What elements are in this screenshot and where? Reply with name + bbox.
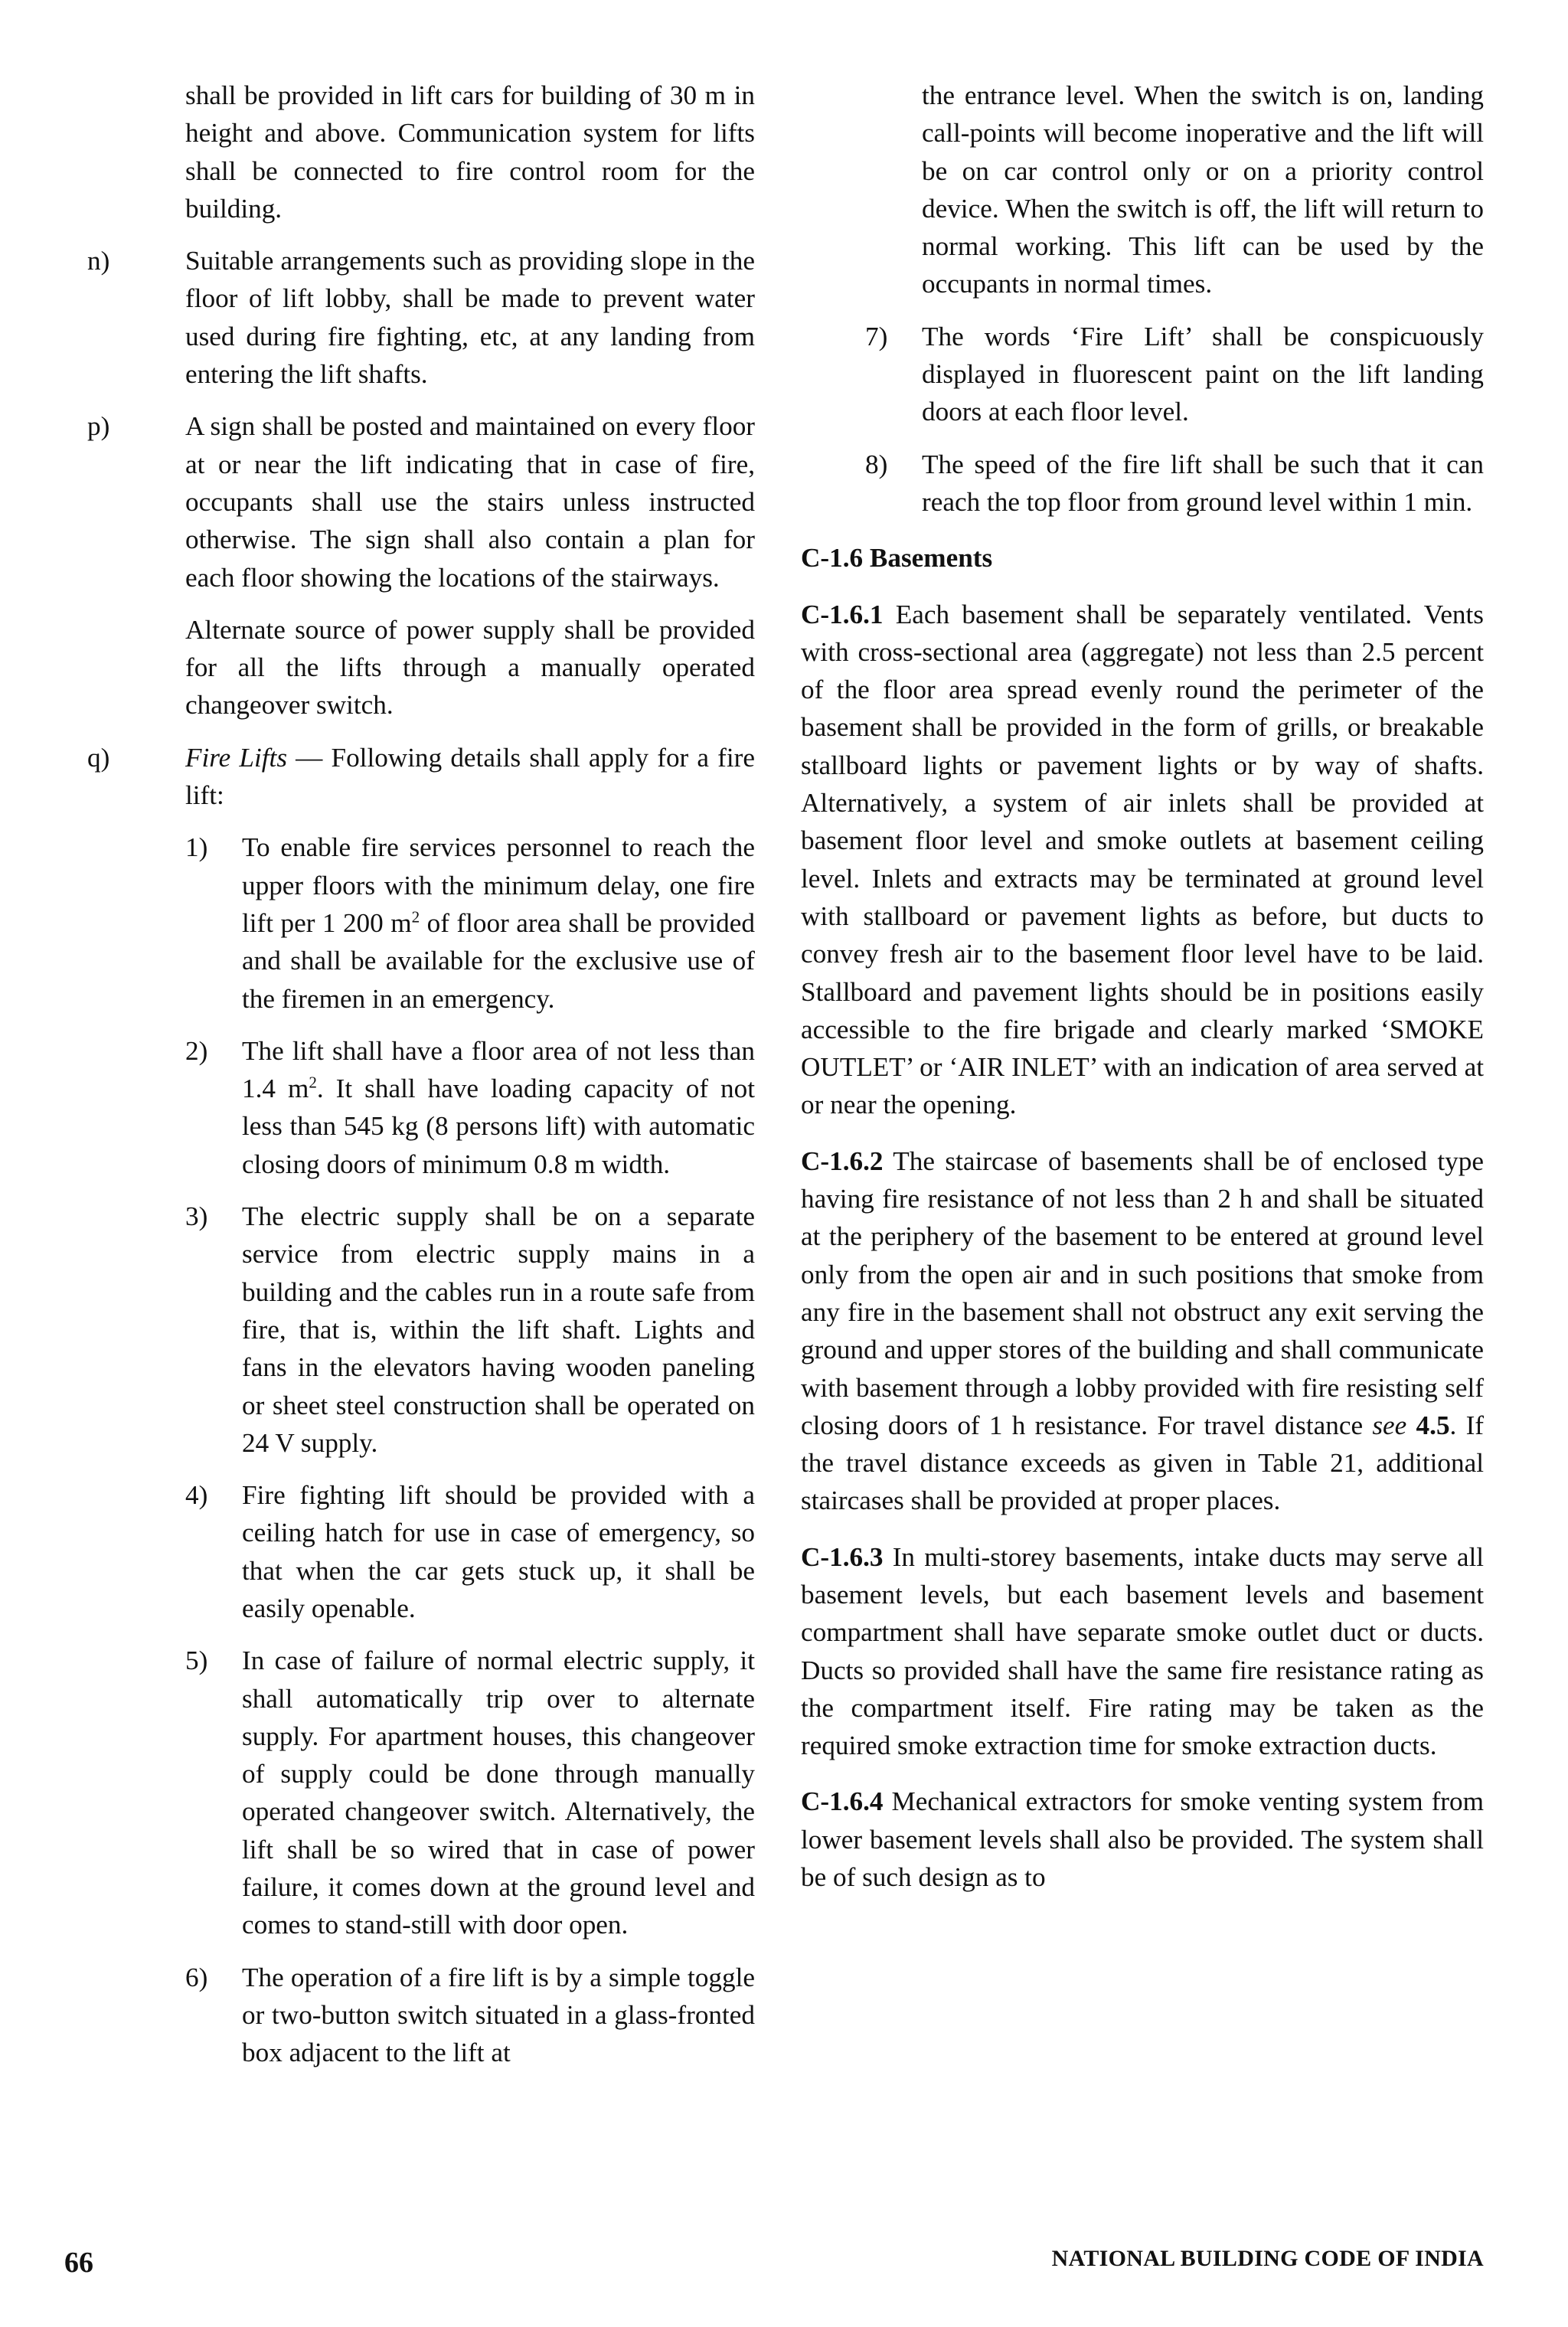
right-column — [801, 77, 1484, 1896]
footer-title: NATIONAL BUILDING CODE OF INDIA — [1051, 2246, 1484, 2271]
clause-c-1-6-2 — [801, 1142, 1484, 1520]
sub-item-1 — [185, 829, 755, 1017]
sub-text: The speed of the fire lift shall be such that it can reach the top floor from ground level within 1 min. — [922, 449, 1484, 517]
sub-text-part: of floor area shall be provided and shall be available for the exclusive use of the firemen in an emergency. — [242, 907, 755, 1014]
sub-item-6-continued: the entrance level. When the switch is on, landing call-points will become inoperative and the lift will be on car control only or on a priority control device. When the switch is off, the lift will return to normal working. This lift can be used by the occupants in normal times. — [922, 80, 1484, 299]
sub-item-2 — [185, 1032, 755, 1183]
see-word: see — [1372, 1410, 1407, 1440]
sub-text: The words ‘Fire Lift’ shall be conspicuously displayed in fluorescent paint on the lift landing doors at each floor level. — [922, 321, 1484, 427]
list-text: A sign shall be posted and maintained on every floor at or near the lift indicating that in case of fire, occupants shall use the stairs unless instructed otherwise. The sign shall also contain a plan for each floor showing the locations of the stairways. — [185, 411, 755, 593]
sub-text: Fire fighting lift should be provided with a ceiling hatch for use in case of emergency, so that when the car gets stuck up, it shall be easily openable. — [242, 1480, 755, 1623]
sub-label: 5) — [185, 1646, 208, 1676]
sub-item-4 — [185, 1476, 755, 1627]
clause-c-1-6-4 — [801, 1783, 1484, 1896]
page-number: 66 — [64, 2247, 93, 2279]
sub-item-5 — [185, 1642, 755, 1943]
sub-label: 1) — [185, 832, 208, 863]
fire-lifts-intro: — Following details shall apply for a fire lift: — [185, 742, 756, 811]
section-heading: C-1.6 Basements — [801, 543, 993, 574]
intro-paragraph: shall be provided in lift cars for building of 30 m in height and above. Communication system for lifts shall be connected to fire control room for the building. — [185, 80, 755, 224]
clause-c-1-6-3 — [801, 1538, 1484, 1765]
clause-text: . If the travel distance exceeds as given in Table 21, additional staircases shall be provided at proper places. — [801, 1410, 1485, 1516]
left-column — [87, 77, 756, 2072]
sub-text: In case of failure of normal electric supply, it shall automatically trip over to alternate supply. For apartment houses, this changeover of supply could be done through manually operated changeover switch. Alternatively, the lift shall be so wired that in case of power failure, it comes down at the ground level and comes to stand-still with door open. — [242, 1646, 755, 1940]
superscript: 2 — [411, 907, 420, 927]
superscript: 2 — [309, 1073, 317, 1092]
sub-item-6 — [185, 1959, 755, 2072]
sub-label: 2) — [185, 1035, 208, 1066]
alternate-power-paragraph: Alternate source of power supply shall be provided for all the lifts through a manually operated changeover switch. — [185, 614, 755, 721]
clause-number: C-1.6.3 — [801, 1541, 884, 1572]
list-label: n) — [87, 246, 110, 276]
sub-item-8 — [865, 446, 1484, 521]
clause-reference: 4.5 — [1416, 1410, 1450, 1440]
clause-text: The staircase of basements shall be of enclosed type having fire resistance of not less than 2 h and shall be situated at the periphery of the basement to be entered at ground level only from the open air and in such positions that smoke from any fire in the basement shall not obstruct any exit serving the ground and upper stores of the building and shall communicate with basement through a lobby provided with fire resisting self closing doors of 1 h resistance. For travel distance — [801, 1146, 1484, 1440]
clause-c-1-6-1 — [801, 596, 1484, 1124]
sub-text — [242, 829, 755, 1017]
clause-number: C-1.6.4 — [801, 1786, 884, 1817]
clause-text: In multi-storey basements, intake ducts may serve all basement levels, but each basement levels and basement compartment shall have separate smoke outlet duct or ducts. Ducts so provided shall have the same fire resistance rating as the compartment itself. Fire rating may be taken as the required smoke extraction time for smoke extraction ducts. — [801, 1541, 1484, 1761]
sub-label: 7) — [865, 321, 888, 351]
sub-label: 6) — [185, 1962, 208, 1992]
clause-number: C-1.6.2 — [801, 1146, 884, 1176]
sub-text — [242, 1032, 755, 1183]
list-text: Suitable arrangements such as providing slope in the floor of lift lobby, shall be made to prevent water used during fire fighting, etc, at any landing from entering the lift shafts. — [185, 246, 755, 390]
sub-item-7 — [865, 318, 1484, 431]
list-item-p — [87, 407, 755, 596]
sub-text: The operation of a fire lift is by a simple toggle or two-button switch situated in a glass-fronted box adjacent to the lift at — [242, 1962, 755, 2068]
list-item-q — [87, 739, 756, 815]
sub-text-part: . It shall have loading capacity of not less than 545 kg (8 persons lift) with automatic closing doors of minimum 0.8 m width. — [242, 1074, 755, 1179]
sub-label: 8) — [865, 449, 888, 479]
list-text — [185, 739, 755, 815]
sub-text: The electric supply shall be on a separate service from electric supply mains in a building and the cables run in a route safe from fire, that is, within the lift shaft. Lights and fans in the elevators having wooden paneling or sheet steel construction shall be operated on 24 V supply. — [242, 1201, 755, 1458]
clause-number: C-1.6.1 — [801, 599, 884, 629]
sub-text-part: The lift shall have a floor area of not less than 1.4 m — [242, 1035, 755, 1104]
sub-text-part: To enable fire services personnel to reach the upper floors with the minimum delay, one fire lift per 1 200 m — [242, 832, 755, 938]
list-label: p) — [87, 411, 110, 442]
sub-label: 3) — [185, 1201, 208, 1232]
list-item-n — [87, 242, 755, 393]
clause-text: Mechanical extractors for smoke venting system from lower basement levels shall also be provided. The system shall be of such design as to — [801, 1786, 1484, 1893]
fire-lifts-title: Fire Lifts — [185, 742, 288, 773]
sub-item-3 — [185, 1198, 755, 1462]
sub-label: 4) — [185, 1480, 208, 1511]
clause-text: Each basement shall be separately ventilated. Vents with cross-sectional area (aggregate) not less than 2.5 percent of the floor area spread evenly round the perimeter of the basement shall be provided in the form of grills, or breakable stallboard lights or pavement lights or by way of shafts. Alternatively, a system of air inlets shall be provided at basement floor level and smoke outlets at basement ceiling level. Inlets and extracts may be terminated at ground level with stallboard or pavement lights as before, but ducts to convey fresh air to the basement floor level have to be laid. Stallboard and pavement lights should be in positions easily accessible to the fire brigade and clearly marked ‘SMOKE OUTLET’ or ‘AIR INLET’ with an indication of area served at or near the opening. — [801, 599, 1484, 1120]
list-label: q) — [87, 742, 110, 773]
